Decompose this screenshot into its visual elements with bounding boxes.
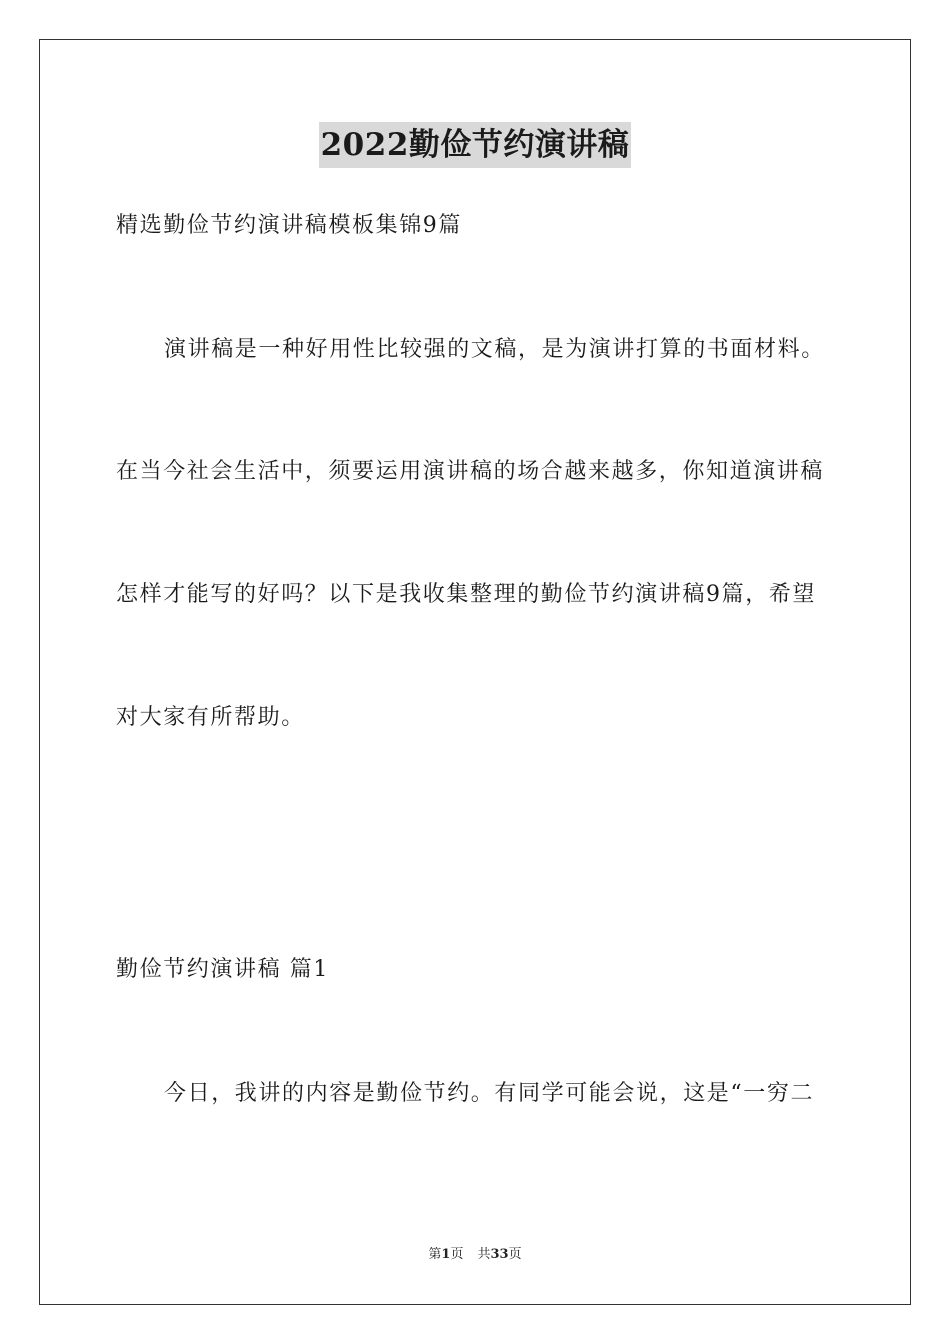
footer-page-current: 1 (441, 1247, 451, 1262)
title-container (0, 122, 950, 168)
page-footer (0, 1246, 950, 1264)
intro-line-4[interactable]: 对大家有所帮助。 (116, 705, 305, 730)
footer-total-prefix: 共 (477, 1247, 491, 1262)
footer-total-suffix: 页 (508, 1247, 522, 1262)
section-first-line[interactable]: 今日，我讲的内容是勤俭节约。有同学可能会说，这是“一穷二 (164, 1081, 815, 1106)
intro-line-1[interactable]: 演讲稿是一种好用性比较强的文稿，是为演讲打算的书面材料。 (164, 337, 825, 362)
footer-page-prefix: 第 (428, 1247, 442, 1262)
intro-line-2[interactable]: 在当今社会生活中，须要运用演讲稿的场合越来越多，你知道演讲稿 (116, 459, 825, 484)
intro-line-3[interactable]: 怎样才能写的好吗？以下是我收集整理的勤俭节约演讲稿9篇，希望 (116, 582, 816, 607)
document-title[interactable]: 2022勤俭节约演讲稿 (319, 122, 632, 168)
section-heading[interactable]: 勤俭节约演讲稿 篇1 (116, 957, 329, 982)
footer-page-total: 33 (490, 1247, 509, 1262)
footer-page-suffix: 页 (450, 1247, 464, 1262)
document-subtitle[interactable]: 精选勤俭节约演讲稿模板集锦9篇 (116, 213, 462, 238)
